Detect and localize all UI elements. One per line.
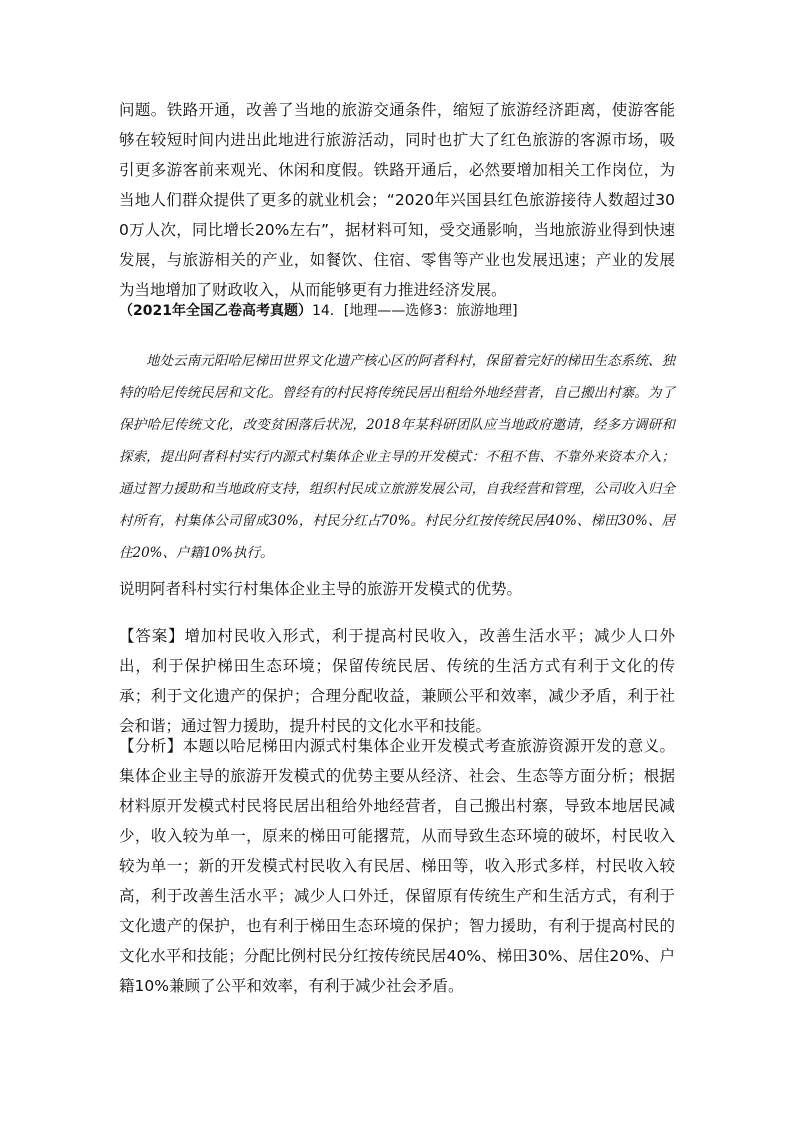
question-number: 14．: [311, 303, 344, 319]
analysis-paragraph: [119, 731, 675, 1001]
intro-paragraph: 问题。铁路开通，改善了当地的旅游交通条件，缩短了旅游经济距离，使游客能够在较短时间内进出此地进行旅游活动，同时也扩大了红色旅游的客源市场，吸引更多游客前来观光、休闲和度假。铁路开通后，必然要增加相关工作岗位，为当地人们群众提供了更多的就业机会；“2020年兴国县红色旅游接待人数超过300万人次，同比增长20%左右”，据材料可知，受交通影响，当地旅游业得到快速发展，与旅游相关的产业，如餐饮、住宿、零售等产业也发展迅速；产业的发展为当地增加了财政收入，从而能够更有力推进经济发展。: [119, 101, 675, 299]
analysis-text: 本题以哈尼梯田内源式村集体企业开发模式考查旅游资源开发的意义。集体企业主导的旅游开发模式的优势主要从经济、社会、生态等方面分析；根据材料原开发模式村民将民居出租给外地经营者，自己搬出村寨，导致本地居民减少，收入较为单一，原来的梯田可能撂荒，从而导致生态环境的破坏，村民收入较为单一；新的开发模式村民收入有民居、梯田等，收入形式多样，村民收入较高，利于改善生活水平；减少人口外迁，保留原有传统生产和生活方式，有利于文化遗产的保护，也有利于梯田生态环境的保护；智力援助，有利于提高村民的文化水平和技能；分配比例村民分红按传统民居40%、梯田30%、居住20%、户籍10%兼顾了公平和效率，有利于减少社会矛盾。: [119, 737, 675, 995]
answer-text: 增加村民收入形式，利于提高村民收入，改善生活水平；减少人口外出，利于保护梯田生态环境；保留传统民居、传统的生活方式有利于文化的传承；利于文化遗产的保护；合理分配收益，兼顾公平和效率，减少矛盾，利于社会和谐；通过智力援助，提升村民的文化水平和技能。: [119, 627, 675, 735]
answer-paragraph: [119, 621, 675, 741]
analysis-label: 【分析】: [119, 737, 183, 755]
question-text: 说明阿者科村实行村集体企业主导的旅游开发模式的优势。: [119, 580, 523, 598]
question-heading: [119, 297, 675, 325]
question-source: （2021年全国乙卷高考真题）: [119, 303, 312, 319]
answer-label: 【答案】: [119, 627, 185, 645]
question-topic: [地理——选修3：旅游地理]: [343, 303, 518, 319]
material-passage: 地处云南元阳哈尼梯田世界文化遗产核心区的阿者科村，保留着完好的梯田生态系统、独特的哈尼传统民居和文化。曾经有的村民将传统民居出租给外地经营者，自己搬出村寨。为了保护哈尼传统文化，改变贫困落后状况，2018年某科研团队应当地政府邀请，经多方调研和探索，提出阿者科村实行内源式村集体企业主导的开发模式：不租不售、不靠外来资本介入；通过智力援助和当地政府支持，组织村民成立旅游发展公司，自我经营和管理，公司收入归全村所有，村集体公司留成30%，村民分红占70%。村民分红按传统民居40%、梯田30%、居住20%、户籍10%执行。: [119, 353, 675, 561]
